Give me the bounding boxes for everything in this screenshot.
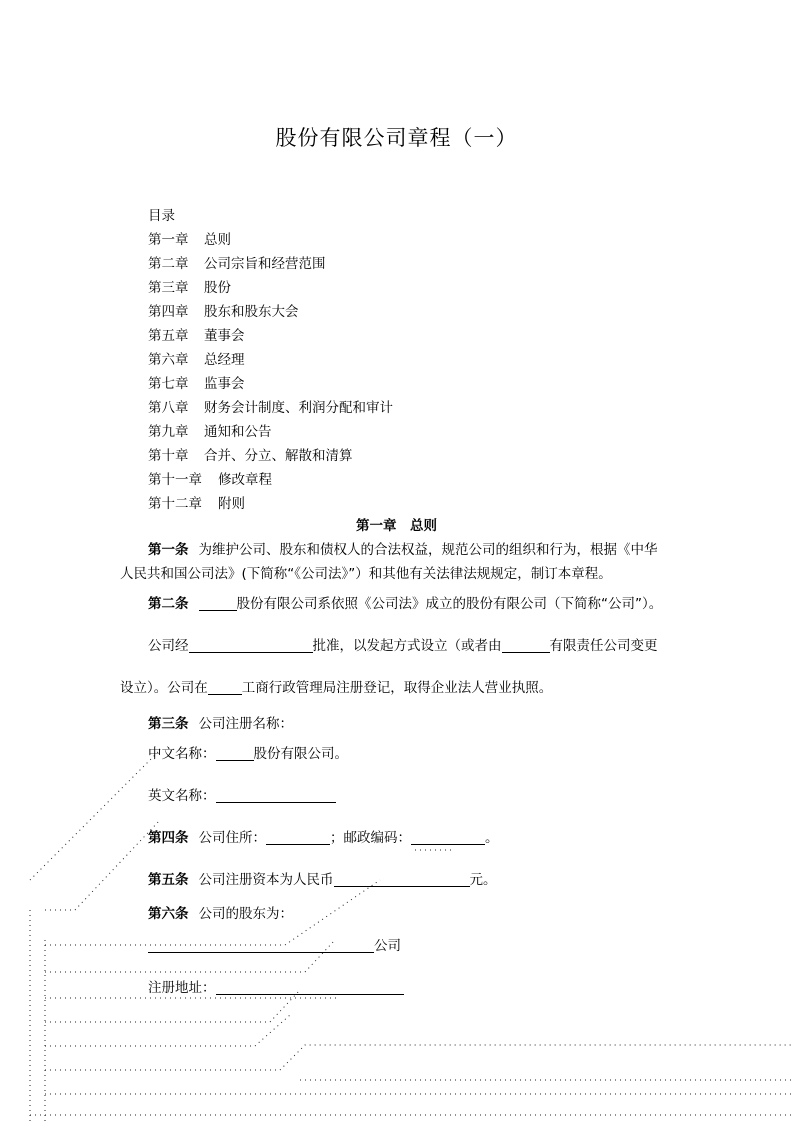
- address-blank[interactable]: [266, 829, 330, 845]
- article-label: 第五条: [148, 872, 189, 888]
- toc-item-number: 第十一章: [148, 472, 202, 488]
- article-text: 设立）。公司在: [120, 680, 208, 696]
- article-label: 第六条: [148, 906, 189, 922]
- article-1-line-1: [148, 538, 658, 562]
- toc-item-label: 董事会: [204, 328, 245, 344]
- article-text: 公司: [374, 938, 401, 954]
- registered-capital-blank[interactable]: [334, 871, 470, 887]
- toc-item: [148, 372, 393, 396]
- shareholder-company-line: [148, 934, 401, 958]
- table-of-contents: [148, 204, 393, 516]
- toc-item-number: 第十二章: [148, 496, 202, 512]
- toc-item-number: 第八章: [148, 400, 189, 416]
- article-text: 元。: [469, 872, 497, 888]
- article-2-line-2: [148, 634, 658, 658]
- article-3: [148, 712, 293, 736]
- article-label: 第四条: [148, 830, 189, 846]
- toc-item-number: 第十章: [148, 448, 189, 464]
- article-6: [148, 902, 293, 926]
- fill-in-blank[interactable]: [199, 595, 237, 611]
- toc-item-number: 第九章: [148, 424, 189, 440]
- chapter-heading: 第一章 总则: [356, 518, 437, 534]
- toc-item: [148, 444, 393, 468]
- toc-item-label: 财务会计制度、利润分配和审计: [204, 400, 393, 416]
- toc-item-number: 第三章: [148, 280, 189, 296]
- article-4: [148, 826, 499, 850]
- article-text: 批准，以发起方式设立（或者由: [312, 638, 502, 654]
- toc-item-label: 总则: [204, 232, 231, 248]
- toc-item-number: 第四章: [148, 304, 189, 320]
- article-text: 公司的股东为：: [198, 906, 293, 922]
- postcode-blank[interactable]: [411, 829, 485, 845]
- toc-item-label: 股东和股东大会: [204, 304, 299, 320]
- shareholder-name-blank[interactable]: [148, 937, 374, 953]
- fill-in-blank[interactable]: [189, 637, 313, 653]
- toc-item-label: 总经理: [204, 352, 245, 368]
- toc-item: [148, 468, 393, 492]
- toc-item-number: 第六章: [148, 352, 189, 368]
- article-text: 人民共和国公司法》(下简称“《公司法》”）和其他有关法律法规规定，制订本章程。: [120, 566, 612, 582]
- toc-item: [148, 492, 393, 516]
- registered-address-line: [148, 976, 404, 1000]
- toc-item-label: 合并、分立、解散和清算: [204, 448, 353, 464]
- toc-item: [148, 252, 393, 276]
- field-label: 中文名称：: [148, 746, 216, 762]
- article-2-line-3: [120, 676, 552, 700]
- toc-item-number: 第七章: [148, 376, 189, 392]
- toc-item: [148, 420, 393, 444]
- document-title: 股份有限公司章程（一）: [275, 126, 518, 150]
- article-text: 公司住所：: [198, 830, 266, 846]
- chinese-name-line: [148, 742, 348, 766]
- toc-item: [148, 276, 393, 300]
- toc-item: [148, 396, 393, 420]
- chinese-name-blank[interactable]: [216, 745, 254, 761]
- field-label: 注册地址：: [148, 980, 216, 996]
- english-name-line: [148, 784, 336, 808]
- toc-item: [148, 324, 393, 348]
- toc-item-number: 第五章: [148, 328, 189, 344]
- toc-item-label: 股份: [204, 280, 231, 296]
- fill-in-blank[interactable]: [208, 679, 242, 695]
- article-text: 有限责任公司变更: [549, 638, 658, 654]
- article-text: 股份有限公司。: [253, 746, 348, 762]
- article-label: 第二条: [148, 596, 189, 612]
- toc-item-number: 第二章: [148, 256, 189, 272]
- toc-heading: 目录: [148, 208, 175, 224]
- article-1-line-2: [120, 562, 612, 586]
- toc-item: [148, 300, 393, 324]
- article-text: 公司经: [148, 638, 189, 654]
- toc-item-number: 第一章: [148, 232, 189, 248]
- article-5: [148, 868, 497, 892]
- toc-item: [148, 348, 393, 372]
- article-text: 。: [485, 830, 499, 846]
- article-text: 公司注册名称：: [198, 716, 293, 732]
- fill-in-blank[interactable]: [502, 637, 550, 653]
- article-label: 第三条: [148, 716, 189, 732]
- registered-address-blank[interactable]: [216, 979, 404, 995]
- toc-item-label: 通知和公告: [204, 424, 272, 440]
- toc-item: [148, 228, 393, 252]
- article-text: 股份有限公司系依照《公司法》成立的股份有限公司（下简称“公司”）。: [236, 596, 663, 612]
- article-label: 第一条: [148, 542, 189, 558]
- article-text: 公司注册资本为人民币: [198, 872, 334, 888]
- toc-item-label: 公司宗旨和经营范围: [204, 256, 326, 272]
- toc-item-label: 修改章程: [218, 472, 272, 488]
- article-text: 工商行政管理局注册登记，取得企业法人营业执照。: [241, 680, 553, 696]
- english-name-blank[interactable]: [216, 787, 336, 803]
- toc-item-label: 附则: [218, 496, 245, 512]
- field-label: 英文名称：: [148, 788, 216, 804]
- toc-item-label: 监事会: [204, 376, 245, 392]
- article-2-line-1: [148, 592, 662, 616]
- article-text: ；邮政编码：: [330, 830, 411, 846]
- article-text: 为维护公司、股东和债权人的合法权益，规范公司的组织和行为，根据《中华: [198, 542, 658, 558]
